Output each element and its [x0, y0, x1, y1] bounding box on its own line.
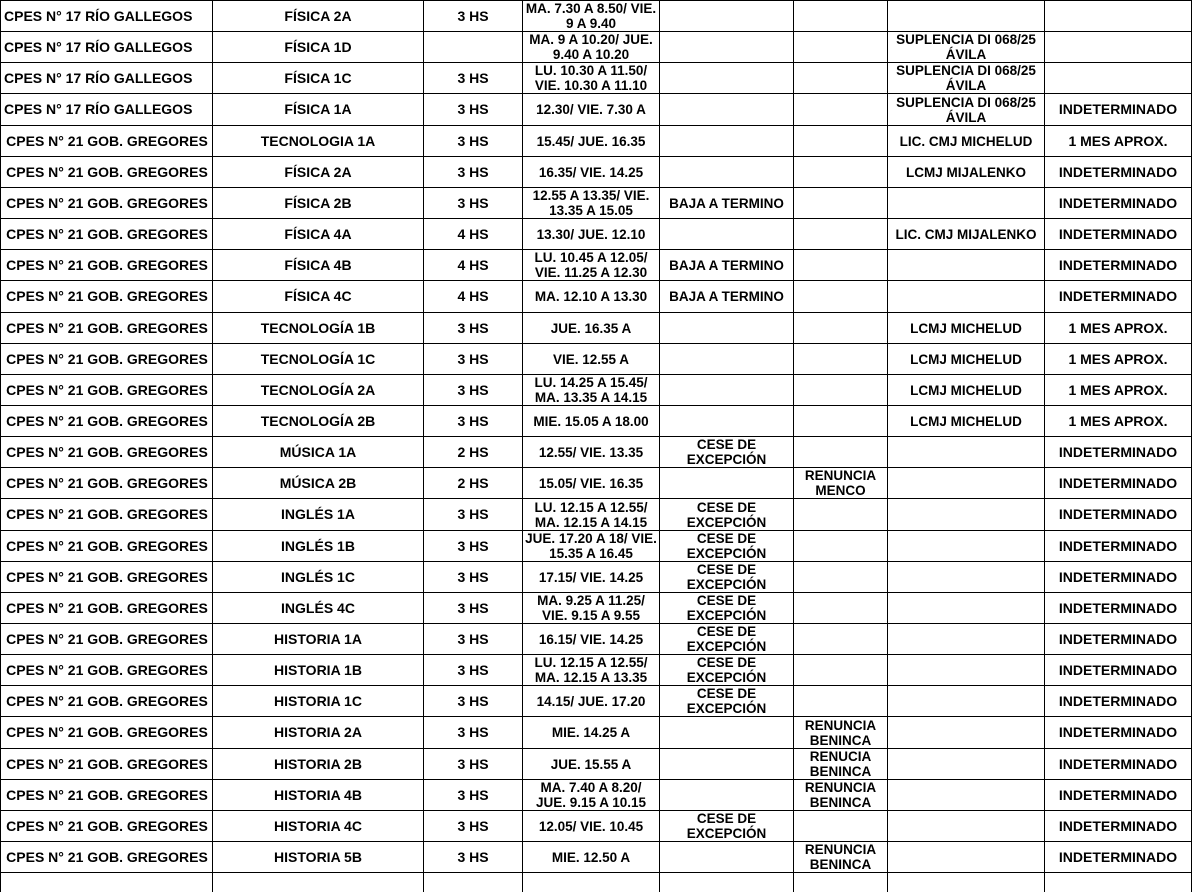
substitute-cell: SUPLENCIA DI 068/25 ÁVILA	[896, 63, 1036, 93]
reason-cell	[794, 531, 887, 561]
school-cell: CPES N° 21 GOB. GREGORES	[6, 599, 208, 616]
duration-cell: INDETERMINADO	[1058, 568, 1178, 585]
reason-cell: RENUNCIA MENCO	[804, 468, 877, 498]
subject-cell: TECNOLOGIA 1A	[260, 132, 376, 149]
subject-cell: INGLÉS 1C	[281, 568, 355, 585]
duration-cell: INDETERMINADO	[1058, 194, 1178, 211]
reason-cell	[794, 281, 887, 312]
status-cell	[660, 468, 793, 498]
schedule-cell: 17.15/ VIE. 14.25	[538, 569, 644, 585]
duration-cell: INDETERMINADO	[1058, 537, 1178, 554]
status-cell	[660, 344, 793, 374]
school-cell: CPES N° 21 GOB. GREGORES	[6, 537, 208, 554]
schedule-cell: MA. 9 A 10.20/ JUE. 9.40 A 10.20	[529, 32, 653, 62]
school-cell: CPES N° 21 GOB. GREGORES	[6, 848, 208, 865]
hours-cell: 3 HS	[457, 817, 489, 834]
hours-cell: 3 HS	[457, 599, 489, 616]
hours-cell: 3 HS	[457, 412, 489, 429]
duration-cell: INDETERMINADO	[1058, 599, 1178, 616]
schedule-cell: MIE. 14.25 A	[551, 725, 631, 740]
schedule-cell: MA. 9.25 A 11.25/ VIE. 9.15 A 9.55	[537, 593, 645, 623]
duration-cell: 1 MES APROX.	[1068, 381, 1168, 398]
reason-cell	[794, 250, 887, 280]
schedule-cell: MA. 7.30 A 8.50/ VIE. 9 A 9.40	[525, 1, 657, 31]
schedule-cell: LU. 12.15 A 12.55/ MA. 12.15 A 14.15	[534, 499, 648, 530]
school-cell: CPES N° 21 GOB. GREGORES	[6, 630, 208, 647]
schedule-cell: 15.45/ JUE. 16.35	[536, 133, 646, 149]
substitute-cell	[888, 749, 1044, 779]
schedule-cell: MIE. 12.50 A	[551, 849, 631, 865]
subject-cell: MÚSICA 2B	[279, 474, 357, 491]
hours-cell: 3 HS	[457, 786, 489, 803]
substitute-cell	[888, 499, 1044, 530]
substitute-cell	[888, 281, 1044, 312]
status-cell: CESE DE EXCEPCIÓN	[686, 655, 767, 685]
duration-cell: INDETERMINADO	[1058, 225, 1178, 242]
school-cell: CPES N° 21 GOB. GREGORES	[6, 350, 208, 367]
duration-cell: INDETERMINADO	[1058, 256, 1178, 273]
school-cell: CPES N° 17 RÍO GALLEGOS	[4, 69, 193, 86]
substitute-cell	[888, 562, 1044, 592]
status-cell: BAJA A TERMINO	[669, 195, 784, 211]
status-cell: BAJA A TERMINO	[669, 257, 784, 273]
subject-cell: MÚSICA 1A	[279, 443, 357, 460]
duration-cell	[1045, 63, 1191, 93]
status-cell: CESE DE EXCEPCIÓN	[686, 811, 767, 841]
reason-cell	[794, 624, 887, 654]
hours-cell: 3 HS	[457, 692, 489, 709]
reason-cell	[794, 188, 887, 218]
subject-cell: TECNOLOGÍA 1B	[260, 319, 376, 336]
hours-cell: 4 HS	[457, 256, 489, 273]
status-cell	[660, 375, 793, 405]
substitute-cell	[888, 686, 1044, 716]
reason-cell	[794, 655, 887, 685]
subject-cell: HISTORIA 1C	[274, 692, 362, 709]
hours-cell	[424, 32, 522, 62]
status-cell	[660, 717, 793, 748]
hours-cell: 2 HS	[457, 474, 489, 491]
substitute-cell	[888, 531, 1044, 561]
school-cell: CPES N° 21 GOB. GREGORES	[6, 412, 208, 429]
reason-cell: RENUNCIA BENINCA	[804, 717, 877, 748]
duration-cell: INDETERMINADO	[1058, 786, 1178, 803]
subject-cell: HISTORIA 2A	[274, 724, 362, 740]
hours-cell: 3 HS	[457, 69, 489, 86]
duration-cell: INDETERMINADO	[1058, 506, 1178, 522]
school-cell: CPES N° 21 GOB. GREGORES	[6, 755, 208, 772]
schedule-cell: LU. 10.45 A 12.05/ VIE. 11.25 A 12.30	[534, 250, 648, 280]
substitute-cell	[888, 655, 1044, 685]
status-cell: CESE DE EXCEPCIÓN	[686, 593, 767, 623]
reason-cell	[794, 686, 887, 716]
school-cell: CPES N° 21 GOB. GREGORES	[6, 194, 208, 211]
school-cell: CPES N° 21 GOB. GREGORES	[6, 225, 208, 242]
subject-cell: TECNOLOGÍA 2B	[260, 412, 376, 429]
status-cell	[660, 94, 793, 125]
reason-cell: RENUNCIA BENINCA	[804, 842, 877, 872]
subject-cell: INGLÉS 1B	[281, 537, 355, 554]
reason-cell	[794, 437, 887, 467]
schedule-cell: 12.55 A 13.35/ VIE. 13.35 A 15.05	[532, 188, 650, 218]
hours-cell: 3 HS	[457, 381, 489, 398]
status-cell: CESE DE EXCEPCIÓN	[686, 562, 767, 592]
substitute-cell	[888, 780, 1044, 810]
school-cell: CPES N° 21 GOB. GREGORES	[6, 786, 208, 803]
schedule-cell: 12.55/ VIE. 13.35	[538, 444, 644, 460]
schedule-cell: 15.05/ VIE. 16.35	[538, 475, 644, 491]
subject-cell: FÍSICA 4A	[284, 225, 352, 242]
substitute-cell: SUPLENCIA DI 068/25 ÁVILA	[896, 94, 1036, 125]
duration-cell: INDETERMINADO	[1058, 443, 1178, 460]
subject-cell: FÍSICA 1A	[284, 101, 352, 117]
substitute-cell	[888, 624, 1044, 654]
hours-cell: 3 HS	[457, 755, 489, 772]
school-cell: CPES N° 17 RÍO GALLEGOS	[4, 101, 193, 117]
school-cell: CPES N° 21 GOB. GREGORES	[6, 132, 208, 149]
duration-cell	[1045, 1, 1191, 31]
substitute-cell: LCMJ MIJALENKO	[905, 164, 1026, 180]
hours-cell: 3 HS	[457, 350, 489, 367]
school-cell: CPES N° 21 GOB. GREGORES	[6, 724, 208, 740]
hours-cell: 3 HS	[457, 506, 489, 522]
hours-cell: 3 HS	[457, 194, 489, 211]
subject-cell: INGLÉS 4C	[281, 599, 355, 616]
duration-cell: INDETERMINADO	[1058, 163, 1178, 180]
duration-cell: INDETERMINADO	[1058, 630, 1178, 647]
reason-cell	[794, 157, 887, 187]
duration-cell: INDETERMINADO	[1058, 474, 1178, 491]
subject-cell: HISTORIA 1B	[274, 661, 362, 678]
school-cell: CPES N° 21 GOB. GREGORES	[6, 381, 208, 398]
hours-cell: 3 HS	[457, 630, 489, 647]
schedule-cell: JUE. 16.35 A	[550, 320, 632, 336]
subject-cell: HISTORIA 1A	[274, 630, 362, 647]
substitute-cell: LCMJ MICHELUD	[910, 382, 1022, 398]
subject-cell: TECNOLOGÍA 1C	[260, 350, 376, 367]
status-cell	[660, 780, 793, 810]
reason-cell	[794, 375, 887, 405]
duration-cell: INDETERMINADO	[1058, 692, 1178, 709]
substitute-cell	[888, 811, 1044, 841]
subject-cell: FÍSICA 1D	[284, 38, 352, 55]
duration-cell: 1 MES APROX.	[1068, 319, 1168, 336]
schedule-cell: 13.30/ JUE. 12.10	[536, 226, 646, 242]
substitute-cell	[888, 437, 1044, 467]
reason-cell	[794, 94, 887, 125]
status-cell: CESE DE EXCEPCIÓN	[686, 499, 767, 530]
reason-cell	[794, 313, 887, 343]
hours-cell: 3 HS	[457, 7, 489, 24]
schedule-cell: JUE. 15.55 A	[550, 756, 632, 772]
status-cell	[660, 126, 793, 156]
substitute-cell	[888, 842, 1044, 872]
schedule-cell: LU. 14.25 A 15.45/ MA. 13.35 A 14.15	[534, 375, 648, 405]
schedule-cell: MA. 7.40 A 8.20/ JUE. 9.15 A 10.15	[535, 780, 647, 810]
reason-cell	[794, 406, 887, 436]
hours-cell: 3 HS	[457, 568, 489, 585]
status-cell: BAJA A TERMINO	[669, 289, 784, 304]
schedule-cell: LU. 10.30 A 11.50/ VIE. 10.30 A 11.10	[534, 63, 648, 93]
hours-cell: 3 HS	[457, 319, 489, 336]
subject-cell: HISTORIA 4C	[274, 817, 362, 834]
reason-cell: RENUCIA BENINCA	[809, 749, 872, 779]
subject-cell: HISTORIA 4B	[274, 786, 362, 803]
duration-cell: INDETERMINADO	[1058, 817, 1178, 834]
subject-cell: FÍSICA 2A	[284, 7, 352, 24]
reason-cell	[794, 32, 887, 62]
status-cell: CESE DE EXCEPCIÓN	[686, 531, 767, 561]
status-cell: CESE DE EXCEPCIÓN	[686, 624, 767, 654]
status-cell	[660, 219, 793, 249]
subject-cell: HISTORIA 2B	[274, 755, 362, 772]
substitute-cell	[888, 188, 1044, 218]
subject-cell: FÍSICA 4C	[284, 288, 352, 304]
substitute-cell: LIC. CMJ MICHELUD	[899, 133, 1033, 149]
schedule-cell: 12.30/ VIE. 7.30 A	[536, 102, 646, 117]
duration-cell: INDETERMINADO	[1058, 724, 1178, 740]
substitute-cell: LCMJ MICHELUD	[910, 413, 1022, 429]
school-cell: CPES N° 21 GOB. GREGORES	[6, 256, 208, 273]
reason-cell	[794, 344, 887, 374]
school-cell: CPES N° 21 GOB. GREGORES	[6, 692, 208, 709]
school-cell: CPES N° 21 GOB. GREGORES	[6, 443, 208, 460]
status-cell	[660, 157, 793, 187]
reason-cell	[794, 126, 887, 156]
reason-cell	[794, 562, 887, 592]
hours-cell: 3 HS	[457, 132, 489, 149]
subject-cell: FÍSICA 2A	[284, 163, 352, 180]
substitute-cell: LCMJ MICHELUD	[910, 320, 1022, 336]
hours-cell: 3 HS	[457, 163, 489, 180]
hours-cell: 3 HS	[457, 848, 489, 865]
schedule-cell: JUE. 17.20 A 18/ VIE. 15.35 A 16.45	[525, 531, 657, 561]
duration-cell: INDETERMINADO	[1058, 661, 1178, 678]
status-cell	[660, 63, 793, 93]
hours-cell: 3 HS	[457, 101, 489, 117]
duration-cell: INDETERMINADO	[1058, 288, 1178, 304]
school-cell: CPES N° 21 GOB. GREGORES	[6, 506, 208, 522]
status-cell: CESE DE EXCEPCIÓN	[686, 437, 767, 467]
schedule-cell: 16.15/ VIE. 14.25	[538, 631, 644, 647]
reason-cell	[794, 63, 887, 93]
duration-cell: 1 MES APROX.	[1068, 412, 1168, 429]
hours-cell: 3 HS	[457, 537, 489, 554]
duration-cell: 1 MES APROX.	[1068, 350, 1168, 367]
reason-cell	[794, 811, 887, 841]
substitute-cell: LIC. CMJ MIJALENKO	[895, 226, 1037, 242]
status-cell	[660, 1, 793, 31]
schedule-cell: MIE. 15.05 A 18.00	[533, 413, 649, 429]
reason-cell	[794, 593, 887, 623]
school-cell: CPES N° 21 GOB. GREGORES	[6, 474, 208, 491]
status-cell	[660, 406, 793, 436]
schedule-cell: 16.35/ VIE. 14.25	[538, 164, 644, 180]
schedule-cell: 12.05/ VIE. 10.45	[538, 818, 644, 834]
duration-cell: 1 MES APROX.	[1068, 132, 1168, 149]
duration-cell: INDETERMINADO	[1058, 848, 1178, 865]
substitute-cell	[888, 593, 1044, 623]
duration-cell	[1045, 32, 1191, 62]
school-cell: CPES N° 21 GOB. GREGORES	[6, 568, 208, 585]
reason-cell	[794, 219, 887, 249]
subject-cell: INGLÉS 1A	[281, 506, 355, 522]
school-cell: CPES N° 21 GOB. GREGORES	[6, 319, 208, 336]
schedule-cell: 14.15/ JUE. 17.20	[536, 693, 646, 709]
school-cell: CPES N° 17 RÍO GALLEGOS	[4, 7, 193, 24]
grid-row-line	[0, 872, 1192, 873]
subject-cell: FÍSICA 1C	[284, 69, 352, 86]
reason-cell	[794, 1, 887, 31]
school-cell: CPES N° 21 GOB. GREGORES	[6, 661, 208, 678]
duration-cell: INDETERMINADO	[1058, 755, 1178, 772]
hours-cell: 4 HS	[457, 288, 489, 304]
schedule-cell: MA. 12.10 A 13.30	[534, 289, 648, 304]
subject-cell: TECNOLOGÍA 2A	[260, 381, 376, 398]
schedule-cell: LU. 12.15 A 12.55/ MA. 12.15 A 13.35	[534, 655, 648, 685]
schedule-cell: VIE. 12.55 A	[552, 351, 630, 367]
hours-cell: 2 HS	[457, 443, 489, 460]
school-cell: CPES N° 21 GOB. GREGORES	[6, 288, 208, 304]
duration-cell: INDETERMINADO	[1058, 101, 1178, 117]
school-cell: CPES N° 21 GOB. GREGORES	[6, 163, 208, 180]
substitute-cell: LCMJ MICHELUD	[910, 351, 1022, 367]
status-cell: CESE DE EXCEPCIÓN	[686, 686, 767, 716]
substitute-cell	[888, 468, 1044, 498]
school-cell: CPES N° 21 GOB. GREGORES	[6, 817, 208, 834]
hours-cell: 3 HS	[457, 724, 489, 740]
school-cell: CPES N° 17 RÍO GALLEGOS	[4, 38, 193, 55]
substitute-cell	[888, 1, 1044, 31]
status-cell	[660, 32, 793, 62]
status-cell	[660, 842, 793, 872]
subject-cell: HISTORIA 5B	[274, 848, 362, 865]
substitute-cell: SUPLENCIA DI 068/25 ÁVILA	[896, 32, 1036, 62]
reason-cell	[794, 499, 887, 530]
status-cell	[660, 313, 793, 343]
substitute-cell	[888, 250, 1044, 280]
subject-cell: FÍSICA 2B	[284, 194, 352, 211]
status-cell	[660, 749, 793, 779]
hours-cell: 3 HS	[457, 661, 489, 678]
hours-cell: 4 HS	[457, 225, 489, 242]
substitute-cell	[888, 717, 1044, 748]
subject-cell: FÍSICA 4B	[284, 256, 352, 273]
reason-cell: RENUNCIA BENINCA	[804, 780, 877, 810]
